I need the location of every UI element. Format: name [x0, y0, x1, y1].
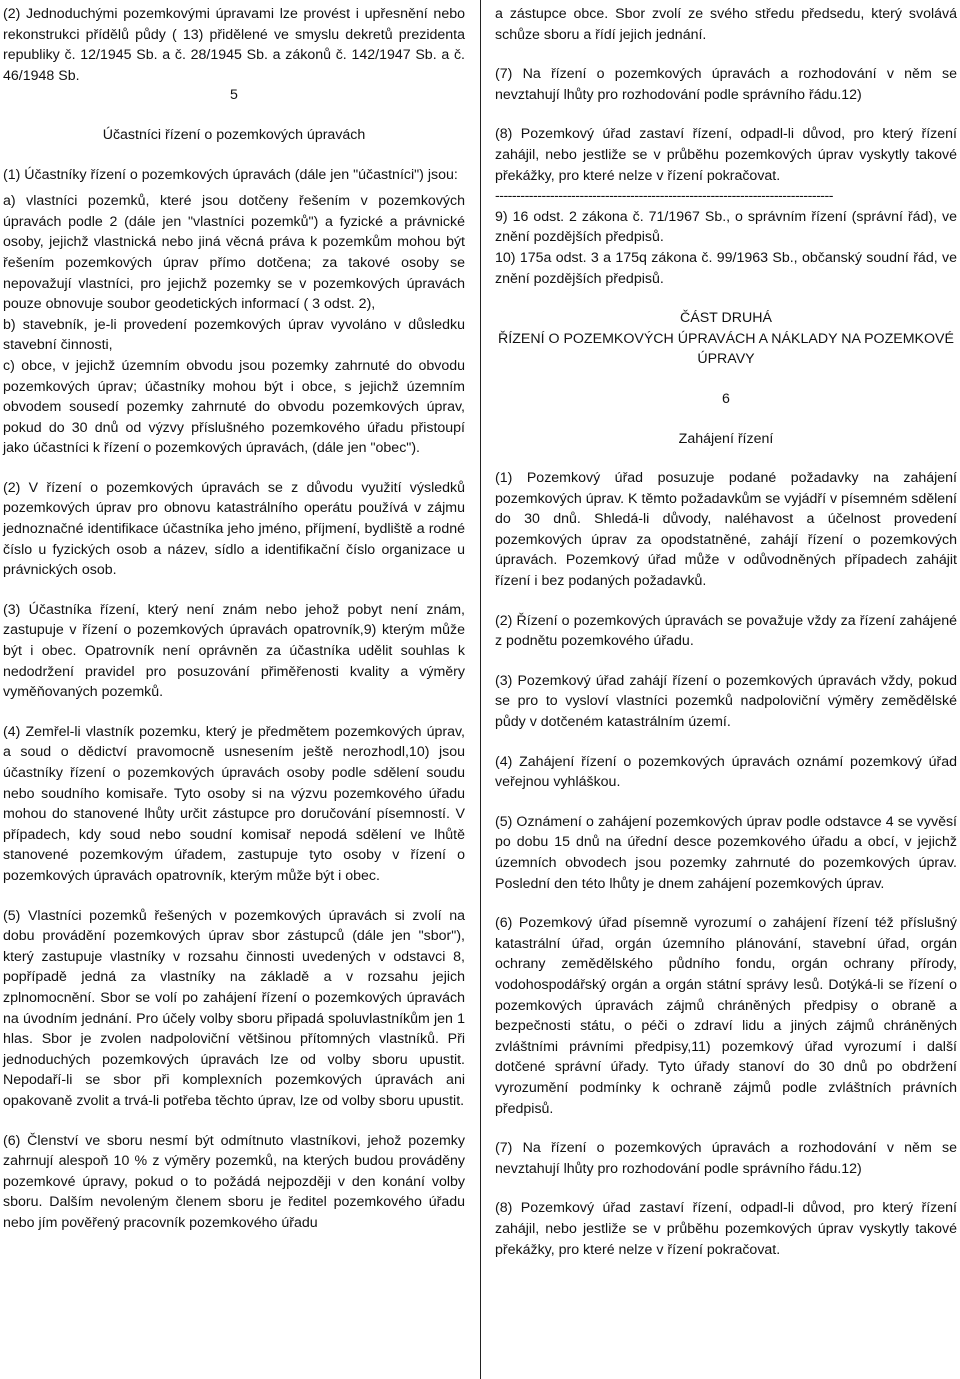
paragraph-continuation: a zástupce obce. Sbor zvolí ze svého středu předsedu, který svolává schůze sboru a řídí jejich jednání.: [495, 6, 957, 43]
part-subtitle: ŘÍZENÍ O POZEMKOVÝCH ÚPRAVÁCH A NÁKLADY NA POZEMKOVÉ ÚPRAVY: [498, 330, 954, 368]
paragraph-5: (5) Vlastníci pozemků řešených v pozemkových úpravách si zvolí na dobu provádění pozemkových úprav sbor zástupců (dále jen "sbor"), který zastupuje vlastníky v rozsahu činnosti uvedených v odstavci 8, popřípadě jedná za vlastníky na základě a v rozsahu jejich zplnomocnění. Sbor se volí po zahájení řízení o pozemkových úpravách na úvodním jednání. Pro účely volby sboru připadá spoluvlastníkům jen 1 hlas. Sbor je zvolen nadpoloviční většinou přítomných vlastníků. Při jednoduchých pozemkových úpravách lze od volby sboru upustit. Nepodaří-li se sbor při komplexních pozemkových úpravách ani opakovaně zvolit a trvá-li potřeba těchto úprav, lze od volby sboru upustit.: [3, 907, 465, 1109]
section-title: Účastníci řízení o pozemkových úpravách: [102, 126, 366, 143]
paragraph-7: (7) Na řízení o pozemkových úpravách a rozhodování v něm se nevztahují lhůty pro rozhodování podle správního řádu.12): [495, 66, 957, 103]
left-column: [3, 4, 465, 1233]
footnote-9: 9) 16 odst. 2 zákona č. 71/1967 Sb., o správním řízení (správní řád), ve znění pozdějších předpisů.: [495, 208, 957, 246]
section-number: 5: [230, 87, 238, 104]
paragraph-1: (1) Účastníky řízení o pozemkových úpravách (dále jen "účastníci") jsou:: [3, 166, 458, 183]
section-title-6: Zahájení řízení: [678, 430, 774, 447]
column-divider: [480, 0, 481, 1379]
paragraph-r6: (6) Pozemkový úřad písemně vyrozumí o zahájení řízení též příslušný katastrální úřad, orgán územního plánování, stavební úřad, orgán ochrany zemědělského půdního fondu, orgán ochrany přírody, vodohospodářský orgán a orgán státní správy lesů. Dotýká-li se řízení o pozemkových úpravách zájmů chráněných předpisy o obraně a bezpečnosti státu, o péči o zdraví lidu a jiných zájmů chráněných zvláštními právními předpisy,11) pozemkový úřad vyrozumí i další dotčené správní úřady. Tyto úřady stanoví do 30 dnů po obdržení vyrozumění podmínky k ochraně zájmů podle zvláštních právních předpisů.: [495, 915, 957, 1117]
paragraph-r8: (8) Pozemkový úřad zastaví řízení, odpadl-li důvod, pro který řízení zahájil, nebo jestliže se v průběhu pozemkových úprav vyskytly takové překážky, pro které nelze v řízení pokračovat.: [495, 1200, 957, 1258]
paragraph-r1: (1) Pozemkový úřad posuzuje podané požadavky na zahájení pozemkových úprav. K těmto požadavkům se vyjádří v písemném sdělení do 30 dnů. Shledá-li důvody, naléhavost a účelnost provedení pozemkových úprav za opodstatněné, zahájí řízení o pozemkových úpravách. Pozemkový úřad může v odůvodněných případech zahájit řízení i bez podaných požadavků.: [495, 470, 957, 590]
paragraph-8: (8) Pozemkový úřad zastaví řízení, odpadl-li důvod, pro který řízení zahájil, nebo jestliže se v průběhu pozemkových úprav vyskytly takové překážky, pro které nelze v řízení pokračovat.: [495, 126, 957, 184]
paragraph-r3: (3) Pozemkový úřad zahájí řízení o pozemkových úpravách vždy, pokud se pro to vysloví vlastníci pozemků nadpoloviční výměry zemědělské půdy v dotčeném katastrálním území.: [495, 672, 957, 731]
paragraph-3: (3) Účastníka řízení, který není znám nebo jehož pobyt není znám, zastupuje v řízení o pozemkových úpravách opatrovník,9) kterým může být i obec. Opatrovník není oprávněn za účastníka udělit souhlas k nedodržení pravidel pro posuzování přiměřenosti kvality a výměry vyměňovaných pozemků.: [3, 601, 465, 701]
paragraph-2: (2) V řízení o pozemkových úpravách se z důvodu využití výsledků pozemkových úprav pro obnovu katastrálního operátu používá v zájmu jednoznačné identifikace účastníka jeho jméno, příjmení, bydliště a rodné číslo u fyzických osob a název, sídlo a identifikační číslo organizace u právnických osob.: [3, 479, 465, 579]
paragraph-r4: (4) Zahájení řízení o pozemkových úpravách oznámí pozemkový úřad veřejnou vyhláškou.: [495, 753, 957, 791]
paragraph-1a: a) vlastníci pozemků, které jsou dotčeny řešením v pozemkových úpravách podle 2 (dále jen "vlastníci pozemků") a fyzické a právnické osoby, jejichž vlastnická nebo jiná věcná práva k pozemkům mohou být řešením pozemkových úprav přímo dotčena; za takové osoby se nepovažují vlastníci, pro jejichž pozemky se v pozemkových úpravách pouze obnovuje soubor geodetických informací ( 3 odst. 2),: [3, 193, 465, 313]
footnote-separator: --------------------------------------------------------------------------------: [495, 188, 833, 205]
footnote-10: 10) 175a odst. 3 a 175q zákona č. 99/1963 Sb., občanský soudní řád, ve znění pozdějších předpisů.: [495, 249, 957, 287]
section-number-6: 6: [722, 390, 730, 407]
paragraph-r5: (5) Oznámení o zahájení pozemkových úprav podle odstavce 4 se vyvěsí po dobu 15 dnů na úřední desce pozemkového úřadu a obcí, v jejichž územních obvodech jsou pozemky zahrnuté do pozemkových úprav. Poslední den této lhůty je dnem zahájení pozemkových úprav.: [495, 813, 957, 892]
right-column: [495, 4, 957, 1260]
paragraph-4: (4) Zemřel-li vlastník pozemku, který je předmětem pozemkových úprav, a soud o dědictví pravomocně usnesením ještě nerozhodl,10) jsou účastníky řízení o pozemkových úpravách osoby podle sdělení soudu nebo soudního komisaře. Tyto osoby si na výzvu pozemkového úřadu mohou do stanovené lhůty určit zástupce pro doručování písemností. V případech, kdy soud nebo soudní komisař nepodá sdělení ve lhůtě stanovené pozemkovým úřadem, zastupuje tyto osoby v řízení o pozemkových úpravách opatrovník, kterým může být i obec.: [3, 723, 465, 884]
paragraph-1b: b) stavebník, je-li provedení pozemkových úprav vyvoláno v důsledku stavební činnosti,: [3, 316, 465, 354]
paragraph-r2: (2) Řízení o pozemkových úpravách se považuje vždy za řízení zahájené z podnětu pozemkového úřadu.: [495, 612, 957, 650]
paragraph-1c: c) obce, v jejichž územním obvodu jsou pozemky zahrnuté do obvodu pozemkových úprav; účastníky mohou být i obce, s jejichž územním obvodem sousedí pozemky zahrnuté do obvodu pozemkových úprav, pokud do 30 dnů od výzvy příslušného pozemkového úřadu přistoupí jako účastníci k řízení o pozemkových úpravách, (dále jen "obec").: [3, 357, 465, 457]
paragraph-6: (6) Členství ve sboru nesmí být odmítnuto vlastníkovi, jehož pozemky zahrnují alespoň 10 % z výměry pozemků, na kterých budou prováděny pozemkové úpravy, pokud o to požádá nejpozději v den konání volby sboru. Dalším nevoleným členem sboru je ředitel pozemkového úřadu nebo jím pověřený pracovník pozemkového úřadu: [3, 1132, 465, 1231]
paragraph-r7: (7) Na řízení o pozemkových úpravách a rozhodování v něm se nevztahují lhůty pro rozhodování podle správního řádu.12): [495, 1140, 957, 1177]
part-title: ČÁST DRUHÁ: [680, 310, 772, 327]
paragraph-intro: (2) Jednoduchými pozemkovými úpravami lze provést i upřesnění nebo rekonstrukci přídělů půdy ( 13) přidělené ve smyslu dekretů prezidenta republiky č. 12/1945 Sb. a č. 28/1945 Sb. a zákonů č. 142/1947 Sb. a č. 46/1948 Sb.: [3, 6, 465, 84]
